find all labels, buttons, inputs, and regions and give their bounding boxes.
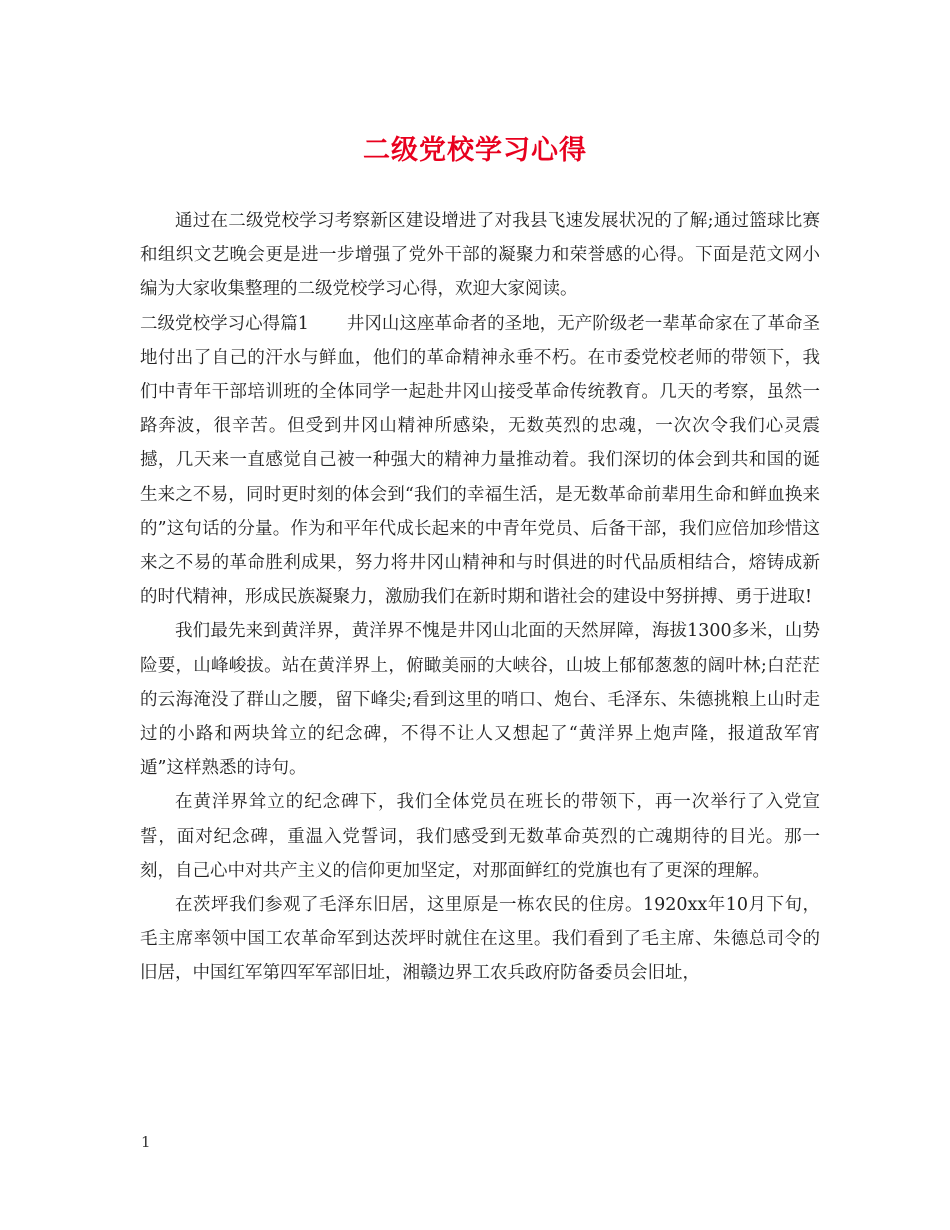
body-paragraph: 在茨坪我们参观了毛泽东旧居，这里原是一栋农民的住房。1920xx年10月下旬，毛主席率领中国工农革命军到达茨坪时就住在这里。我们看到了毛主席、朱德总司令的旧居，中国红军第四军军部旧址，湘赣边界工农兵政府防备委员会旧址， [140,895,820,984]
intro-paragraph: 通过在二级党校学习考察新区建设增进了对我县飞速发展状况的了解;通过篮球比赛和组织文艺晚会更是进一步增强了党外干部的凝聚力和荣誉感的心得。下面是范文网小编为大家收集整理的二级党校学习心得，欢迎大家阅读。 [140,211,820,300]
section-paragraph [140,307,820,615]
body-paragraph: 我们最先来到黄洋界，黄洋界不愧是井冈山北面的天然屏障，海拔1300多米，山势险要，山峰峻拔。站在黄洋界上，俯瞰美丽的大峡谷，山坡上郁郁葱葱的阔叶林;白茫茫的云海淹没了群山之腰，留下峰尖;看到这里的哨口、炮台、毛泽东、朱德挑粮上山时走过的小路和两块耸立的纪念碑，不得不让人又想起了“黄洋界上炮声隆，报道敌军宵遁”这样熟悉的诗句。 [140,621,820,779]
document-body [140,204,820,991]
page-number: 1 [141,1133,151,1151]
document-title: 二级党校学习心得 [363,135,587,166]
body-paragraph: 在黄洋界耸立的纪念碑下，我们全体党员在班长的带领下，再一次举行了入党宣誓，面对纪念碑，重温入党誓词，我们感受到无数革命英烈的亡魂期待的目光。那一刻，自己心中对共产主义的信仰更加坚定，对那面鲜红的党旗也有了更深的理解。 [140,792,820,881]
section-heading: 二级党校学习心得篇1 [140,313,309,334]
section-first-paragraph: 井冈山这座革命者的圣地，无产阶级老一辈革命家在了革命圣地付出了自己的汗水与鲜血，他们的革命精神永垂不朽。在市委党校老师的带领下，我们中青年干部培训班的全体同学一起赴井冈山接受革命传统教育。几天的考察，虽然一路奔波，很辛苦。但受到井冈山精神所感染，无数英烈的忠魂，一次次令我们心灵震撼，几天来一直感觉自己被一种强大的精神力量推动着。我们深切的体会到共和国的诞生来之不易，同时更时刻的体会到“我们的幸福生活，是无数革命前辈用生命和鲜血换来的”这句话的分量。作为和平年代成长起来的中青年党员、后备干部，我们应倍加珍惜这来之不易的革命胜利成果，努力将井冈山精神和与时俱进的时代品质相结合，熔铸成新的时代精神，形成民族凝聚力，激励我们在新时期和谐社会的建设中努拼搏、勇于进取! [140,313,821,608]
